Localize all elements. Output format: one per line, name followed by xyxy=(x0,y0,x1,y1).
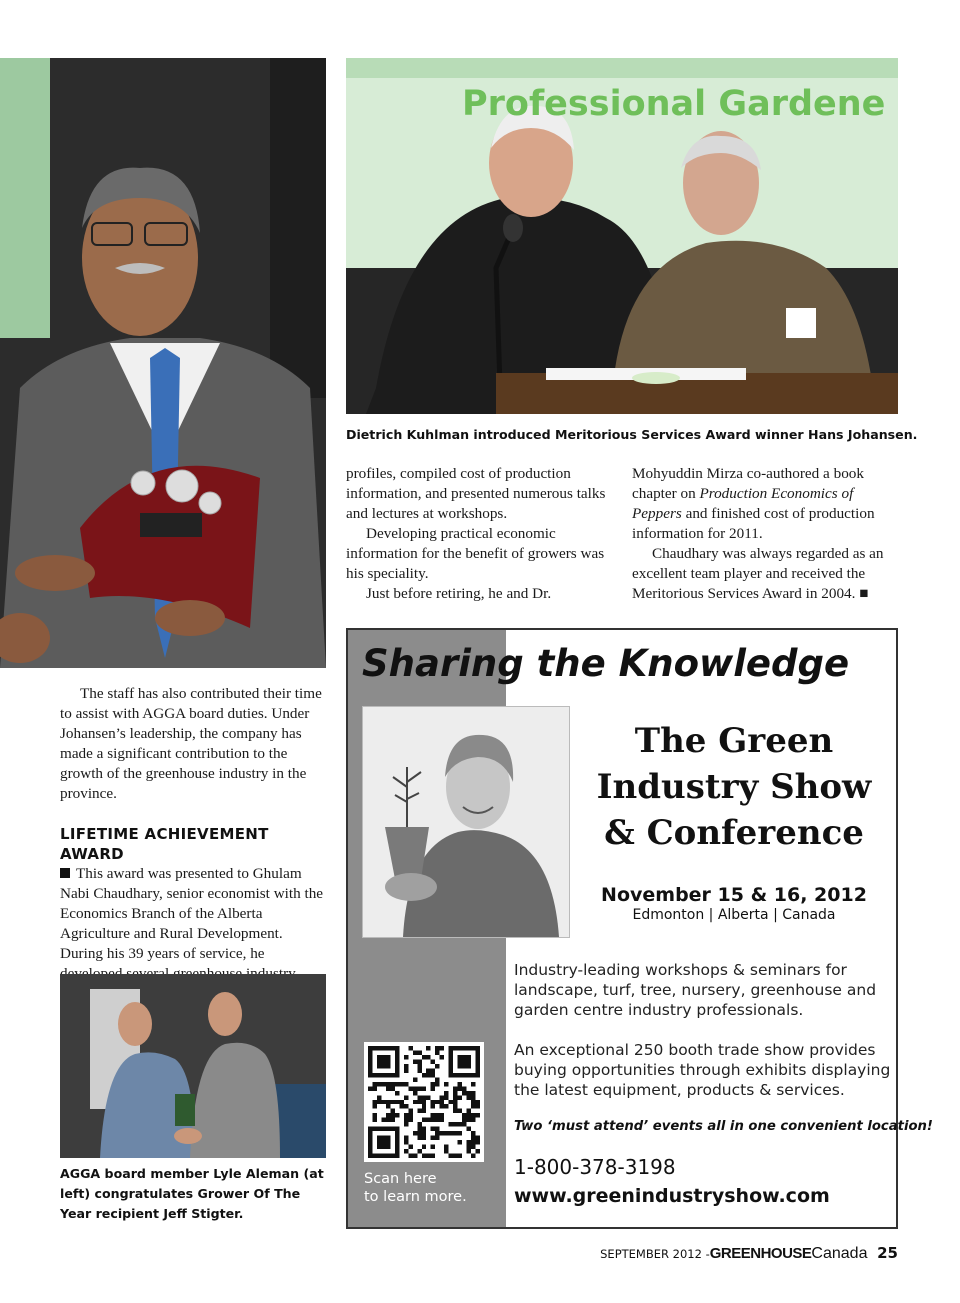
article-paragraph-text: This award was presented to Ghulam Nabi Chaudhary, senior economist with the Economics Branch of the Alberta Agriculture and Rural Development. During his 39 years of service, he xyxy=(60,865,324,962)
article-paragraph: Chaudhary was always regarded as an excellent team player and received the Meritorious Services Award in 2004. ■ xyxy=(632,545,884,602)
article-column-middle xyxy=(346,464,606,604)
bullet-square-icon xyxy=(60,868,70,878)
ad-website-link[interactable]: www.greenindustryshow.com xyxy=(514,1185,830,1207)
footer-magazine-brand: GREENHOUSE xyxy=(709,1245,812,1262)
ad-show-title-line: The Green xyxy=(634,721,834,761)
projection-screen-text: Professional Gardene xyxy=(462,84,886,124)
page-footer xyxy=(600,1244,898,1263)
ad-show-title-line: & Conference xyxy=(604,813,864,853)
article-paragraph: Just before retiring, he and Dr. xyxy=(366,585,552,602)
advertisement-green-industry-show[interactable] xyxy=(346,628,933,1229)
ad-event-date: November 15 & 16, 2012 xyxy=(601,884,867,906)
footer-separator: - xyxy=(705,1247,710,1261)
ad-show-title xyxy=(574,718,894,856)
ad-tagline: Two ‘must attend’ events all in one convenient location! xyxy=(514,1119,933,1134)
article-column-right xyxy=(632,464,900,604)
photo-caption-podium: Dietrich Kuhlman introduced Meritorious Services Award winner Hans Johansen. xyxy=(346,427,918,442)
footer-issue-date: SEPTEMBER 2012 xyxy=(600,1247,702,1261)
footer-magazine-brand-suffix: Canada xyxy=(811,1245,868,1262)
book-title: Production Economics of Peppers xyxy=(632,485,854,522)
ad-phone-number[interactable]: 1-800-378-3198 xyxy=(514,1155,676,1179)
ad-headline: Sharing the Knowledge xyxy=(362,642,850,685)
photo-caption-grower: AGGA board member Lyle Aleman (at left) congratulates Grower Of The Year recipient Jeff Stigter. xyxy=(60,1166,324,1221)
article-column-left xyxy=(60,684,326,984)
book-reference-suffix: and finished cost of production information for 2011. xyxy=(632,505,875,542)
ad-show-title-line: Industry Show xyxy=(596,767,872,807)
ad-photo-woman-with-plant xyxy=(362,706,570,938)
qr-code-icon[interactable] xyxy=(364,1042,484,1162)
page-number: 25 xyxy=(877,1244,898,1262)
ad-event-location: Edmonton | Alberta | Canada xyxy=(632,907,836,923)
ad-description-tradeshow: An exceptional 250 booth trade show provides buying opportunities through exhibits displaying the latest equipment, products & services. xyxy=(514,1041,891,1099)
article-paragraph xyxy=(60,864,326,984)
article-paragraph: Developing practical economic information for the benefit of growers was his speciality. xyxy=(346,525,605,582)
photo-grower-of-the-year xyxy=(60,974,326,1158)
article-paragraph: profiles, compiled cost of production information, and presented numerous talks and lectures at workshops. xyxy=(346,465,606,522)
ad-description-workshops: Industry-leading workshops & seminars for landscape, turf, tree, nursery, greenhouse and garden centre industry professionals. xyxy=(514,961,877,1019)
book-reference-prefix: Mohyuddin Mirza co-authored a book chapter on xyxy=(632,465,864,502)
ad-scan-line: to learn more. xyxy=(364,1189,467,1205)
article-paragraph xyxy=(632,464,900,544)
article-paragraph: The staff has also contributed their time to assist with AGGA board duties. Under Johansen’s leadership, the company has made a significant contribution to the growth of the greenhouse industry in the province. xyxy=(60,685,322,802)
photo-award-recipient xyxy=(0,58,326,668)
ad-scan-line: Scan here xyxy=(364,1171,437,1187)
section-heading-lifetime-award: LIFETIME ACHIEVEMENT AWARD xyxy=(60,825,269,863)
ad-scan-instruction xyxy=(364,1170,504,1206)
photo-podium-speakers xyxy=(346,58,898,414)
